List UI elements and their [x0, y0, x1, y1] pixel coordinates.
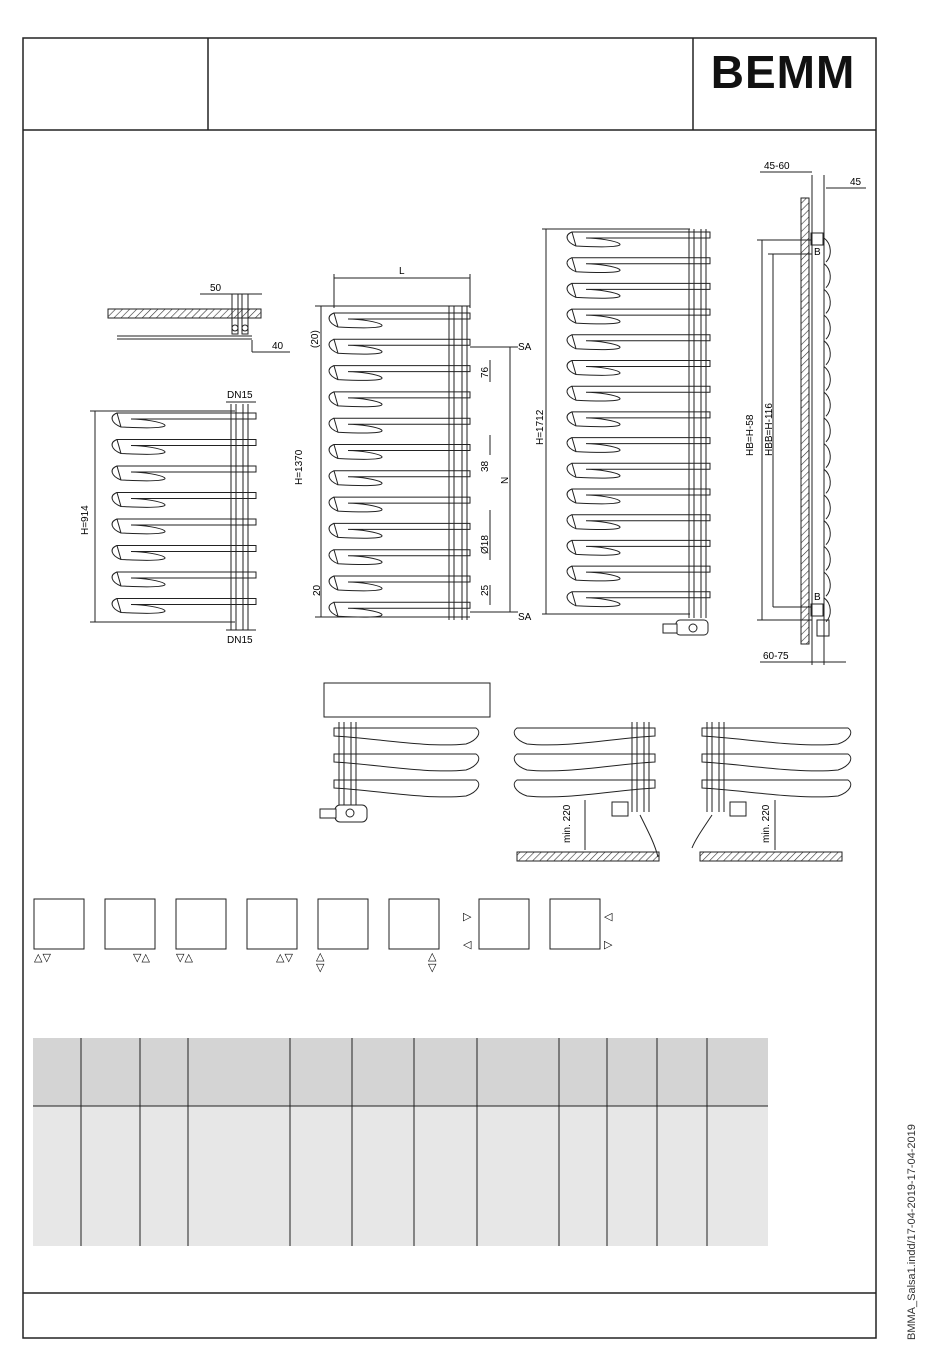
- dim-h1370: H=1370: [294, 449, 305, 485]
- caption-box: [324, 683, 490, 717]
- radiator-bar: [334, 313, 470, 328]
- radiator-bar: [117, 546, 256, 561]
- detail-bar: [514, 728, 655, 745]
- side-view-tubes: [824, 238, 830, 622]
- conn-symbol-3: ▽△: [176, 952, 193, 964]
- dim-d18: Ø18: [480, 535, 491, 554]
- side-tube: [824, 264, 830, 288]
- side-tube: [824, 367, 830, 391]
- dim-sa-bottom: SA: [518, 612, 532, 623]
- dim-h1712: H=1712: [535, 409, 546, 445]
- conn-symbol-6: △ ▽: [428, 951, 437, 974]
- side-tube: [824, 598, 830, 622]
- side-tube: [824, 521, 830, 545]
- side-tube: [824, 469, 830, 493]
- detail-view-left: [334, 722, 479, 812]
- radiator-h914: [112, 404, 256, 630]
- dim-20-bottom: 20: [312, 584, 323, 596]
- plan-view-small: [108, 294, 290, 352]
- side-tube: [824, 289, 830, 313]
- radiator-bar: [334, 366, 470, 381]
- dim-h914: H=914: [80, 505, 91, 535]
- radiator-bar: [334, 576, 470, 591]
- detail-bar: [514, 754, 655, 771]
- radiator-h1370: [329, 306, 470, 620]
- detail-view-right: [702, 722, 851, 812]
- spec-table: [33, 1038, 768, 1246]
- dim-b-bottom: B: [814, 592, 821, 603]
- radiator-bar: [117, 440, 256, 455]
- heating-element-right: [663, 620, 708, 635]
- radiator-bar: [334, 418, 470, 433]
- conn-symbol-8: ◁ ▷: [604, 911, 613, 951]
- dim-hb: HB=H-58: [745, 414, 756, 456]
- dim-40: 40: [272, 341, 284, 352]
- bemm-logo: BEMM: [710, 46, 856, 98]
- conn-symbol-7: ▷ ◁: [463, 911, 472, 951]
- dim-dn15-bottom: DN15: [227, 635, 253, 646]
- dim-min-a: min. 220: [562, 804, 573, 843]
- radiator-bar: [117, 519, 256, 534]
- radiator-bar: [117, 493, 256, 508]
- dim-45-60: 45-60: [764, 161, 790, 172]
- connection-variants: [34, 899, 600, 949]
- radiator-bar: [334, 550, 470, 565]
- side-tube: [824, 444, 830, 468]
- side-tube: [824, 572, 830, 596]
- dim-n: N: [500, 476, 511, 484]
- dim-76: 76: [480, 366, 491, 378]
- radiator-bar: [117, 413, 256, 428]
- side-tube: [824, 238, 830, 262]
- side-tube: [824, 546, 830, 570]
- radiator-bar: [334, 523, 470, 538]
- dim-dn15-top: DN15: [227, 390, 253, 401]
- radiator-bar: [117, 466, 256, 481]
- file-reference: BMMA_Salsa1.indd/17-04-2019-17-04-2019: [906, 1124, 918, 1340]
- dim-45: 45: [850, 177, 862, 188]
- conn-symbol-5: △ ▽: [316, 951, 325, 974]
- radiator-h1712: [567, 229, 710, 618]
- radiator-bar: [334, 445, 470, 460]
- radiator-bar: [334, 471, 470, 486]
- conn-symbol-4: △▽: [276, 952, 293, 964]
- heating-element-detail: [320, 805, 367, 822]
- dim-25: 25: [480, 584, 491, 596]
- dim-38: 38: [480, 460, 491, 472]
- conn-symbol-2: ▽△: [133, 952, 150, 964]
- dim-sa-top: SA: [518, 342, 532, 353]
- dim-min-b: min. 220: [761, 804, 772, 843]
- radiator-bar: [334, 339, 470, 354]
- conn-symbol-1: △▽: [34, 952, 51, 964]
- dim-L: L: [399, 266, 405, 277]
- side-tube: [824, 418, 830, 442]
- side-tube: [824, 341, 830, 365]
- radiator-bar: [334, 497, 470, 512]
- radiator-bar: [117, 572, 256, 587]
- dim-50: 50: [210, 283, 222, 294]
- side-tube: [824, 495, 830, 519]
- radiator-bar: [117, 599, 256, 614]
- side-tube: [824, 315, 830, 339]
- radiator-bar: [334, 602, 470, 617]
- detail-bar: [514, 780, 655, 797]
- dim-20-paren: (20): [310, 330, 321, 348]
- detail-view-middle: [514, 722, 655, 812]
- side-tube: [824, 392, 830, 416]
- dim-hbb: HBB=H-116: [764, 403, 775, 456]
- dim-60-75: 60-75: [763, 651, 789, 662]
- dim-b-top: B: [814, 247, 821, 258]
- radiator-bar: [334, 392, 470, 407]
